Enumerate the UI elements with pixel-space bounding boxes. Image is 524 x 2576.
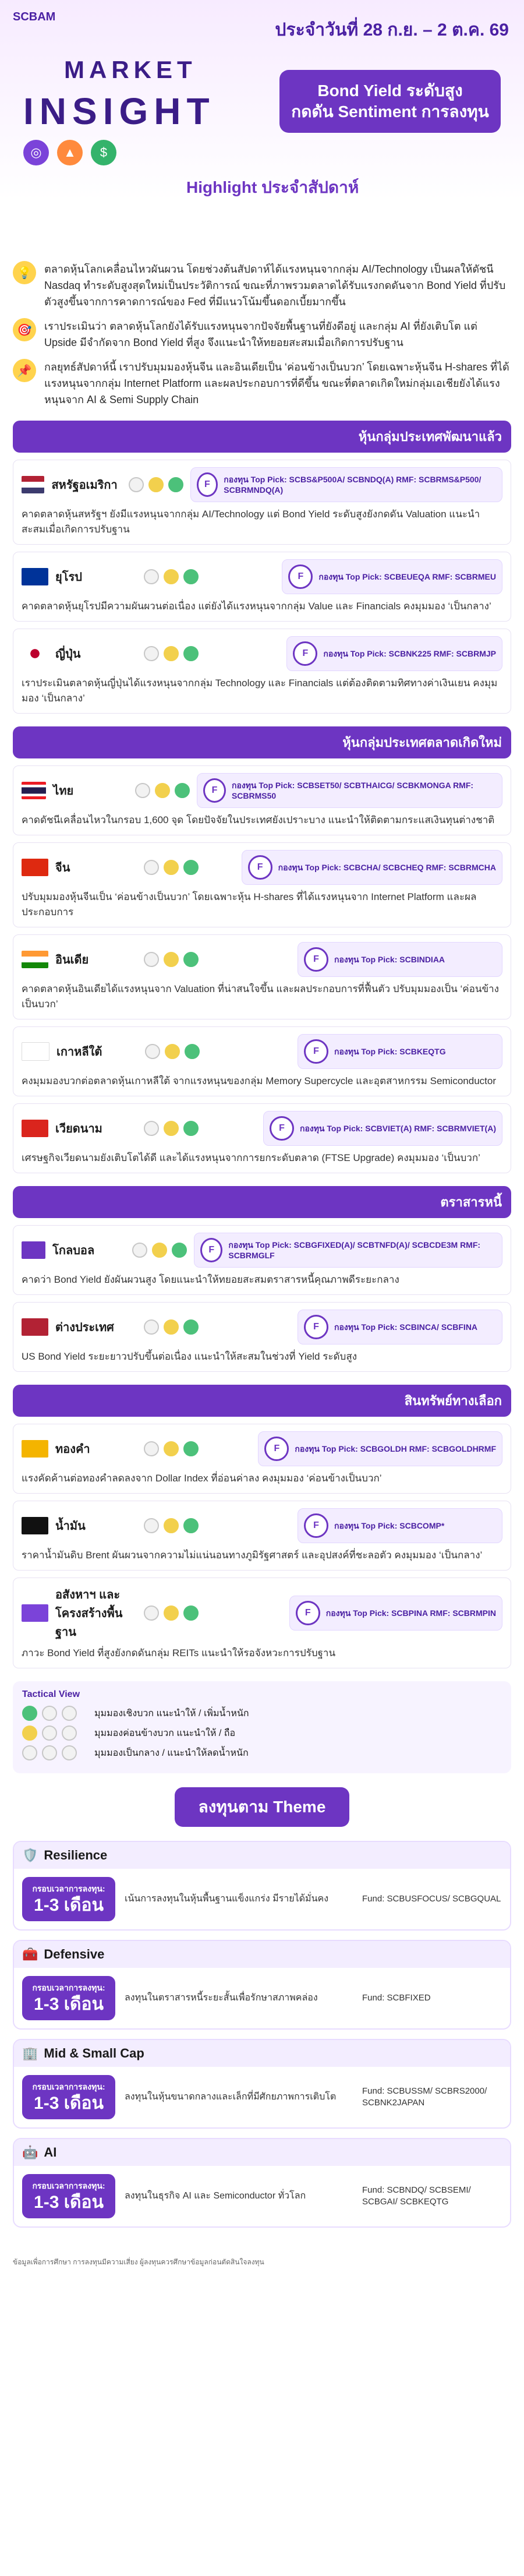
signal-light-off <box>42 1745 57 1760</box>
signal-light-off <box>144 1605 159 1621</box>
market-name: ทองคำ <box>55 1443 90 1456</box>
building-icon <box>22 1604 48 1622</box>
usa-bond-icon <box>22 1318 48 1336</box>
fund-text: กองทุน Top Pick: SCBVIET(A) RMF: SCBRMVIET(A) <box>299 1124 496 1133</box>
period-box <box>22 2075 115 2119</box>
hero <box>0 0 524 250</box>
market-name: โกลบอล <box>52 1244 95 1257</box>
signal-light-on <box>183 952 199 967</box>
signal-light-off <box>22 1745 37 1760</box>
signal-light-off <box>62 1706 77 1721</box>
highlight-item <box>13 359 511 408</box>
signal-light-mid <box>164 1121 179 1136</box>
gold-icon <box>22 1440 48 1458</box>
market-card-gold <box>13 1424 511 1494</box>
theme-desc: เน้นการลงทุนในหุ้นพื้นฐานแข็งแกร่ง มีรายได้มั่นคง <box>125 1894 329 1904</box>
period-box <box>22 1877 115 1921</box>
market-card-thailand <box>13 765 511 835</box>
market-card-usa <box>13 460 511 545</box>
theme-fund: Fund: SCBUSFOCUS/ SCBGQUAL <box>362 1894 501 1904</box>
signal-light-on <box>22 1706 37 1721</box>
signal-lights <box>144 646 199 661</box>
legend-row <box>22 1745 502 1760</box>
signal-light-on <box>183 1605 199 1621</box>
fund-box <box>289 1596 502 1631</box>
oil-icon <box>22 1517 48 1534</box>
signal-light-off <box>42 1725 57 1741</box>
market-name: ต่างประเทศ <box>55 1321 114 1334</box>
strategy-icon: 📌 <box>13 359 36 382</box>
signal-light-off <box>144 952 159 967</box>
fund-icon: F <box>288 564 313 589</box>
signal-light-off <box>144 1121 159 1136</box>
signal-light-off <box>62 1745 77 1760</box>
signal-light-mid <box>164 1319 179 1335</box>
signal-lights <box>144 569 199 584</box>
fund-icon: F <box>197 472 218 497</box>
fund-text: กองทุน Top Pick: SCBCOMP* <box>334 1521 445 1530</box>
highlight-title: Highlight ประจำสัปดาห์ <box>186 178 359 196</box>
fund-box <box>258 1431 502 1466</box>
fund-box <box>282 559 502 594</box>
market-card-oil <box>13 1501 511 1571</box>
date-range: ประจำวันที่ 28 ก.ย. – 2 ต.ค. 69 <box>275 20 509 40</box>
section-developed: หุ้นกลุ่มประเทศพัฒนาแล้ว <box>13 421 511 453</box>
signal-light-mid <box>164 646 179 661</box>
theme-header: ลงทุนตาม Theme <box>175 1787 349 1827</box>
footer: ข้อมูลเพื่อการศึกษา การลงทุนมีความเสี่ยง ผู้ลงทุนควรศึกษาข้อมูลก่อนตัดสินใจลงทุน <box>13 2258 264 2266</box>
fund-icon: F <box>296 1601 320 1625</box>
legend-row <box>22 1706 502 1721</box>
brand-logo: SCBAM <box>13 10 56 23</box>
fund-text: กองทุน Top Pick: SCBCHA/ SCBCHEQ RMF: SCBRMCHA <box>278 863 496 872</box>
fund-icon: F <box>293 641 317 666</box>
signal-light-off <box>144 646 159 661</box>
signal-light-on <box>183 1441 199 1456</box>
section-emerging: หุ้นกลุ่มประเทศตลาดเกิดใหม่ <box>13 726 511 758</box>
market-body: คาดตลาดหุ้นสหรัฐฯ ยังมีแรงหนุนจากกลุ่ม AI/Technology แต่ Bond Yield ระดับสูงยังกดดัน Valuation แนะนำสะสมเมื่อเกิดการปรับฐาน <box>22 509 480 535</box>
chart-icon: ▲ <box>57 140 83 165</box>
market-card-china <box>13 842 511 927</box>
signal-light-on <box>183 1518 199 1533</box>
market-name: สหรัฐอเมริกา <box>51 479 118 492</box>
highlight-item <box>13 318 511 351</box>
theme-name: Resilience <box>44 1848 108 1862</box>
signal-light-mid <box>22 1725 37 1741</box>
market-name: เกาหลีใต้ <box>56 1046 102 1058</box>
fund-text: กองทุน Top Pick: SCBINDIAA <box>334 955 445 964</box>
fund-box <box>298 1310 502 1345</box>
signal-light-on <box>183 1319 199 1335</box>
fund-box <box>194 1233 502 1268</box>
market-body: ภาวะ Bond Yield ที่สูงยังกดดันกลุ่ม REITs แนะนำให้รอจังหวะการปรับฐาน <box>22 1647 336 1658</box>
market-body: US Bond Yield ระยะยาวปรับขึ้นต่อเนื่อง แนะนำให้สะสมในช่วงที่ Yield ระดับสูง <box>22 1351 357 1362</box>
period-label: กรอบเวลาการลงทุน: <box>32 1884 105 1893</box>
fund-text: กองทุน Top Pick: SCBGOLDH RMF: SCBGOLDHRMF <box>295 1444 496 1453</box>
shield-icon: 🛡️ <box>22 1848 38 1862</box>
india-flag-icon <box>22 951 48 968</box>
signal-light-off <box>144 1319 159 1335</box>
period-value: 1-3 เดือน <box>34 2094 104 2113</box>
fund-box <box>190 467 502 502</box>
signal-light-off <box>145 1044 160 1059</box>
signal-light-mid <box>148 477 164 492</box>
signal-light-mid <box>165 1044 180 1059</box>
theme-title <box>14 1842 510 1869</box>
highlight-text: เราประเมินว่า ตลาดหุ้นโลกยังได้รับแรงหนุนจากปัจจัยพื้นฐานที่ยังดีอยู่ และกลุ่ม AI ที่ยังเติบโต แต่ Upside มีจำกัดจาก Bond Yield ที่สูง จึงแนะนำให้ทยอยสะสมเมื่อเกิดการปรับฐาน <box>44 320 477 348</box>
market-body: คาดว่า Bond Yield ยังผันผวนสูง โดยแนะนำให้ทยอยสะสมตราสารหนี้คุณภาพดีระยะกลาง <box>22 1274 399 1285</box>
period-value: 1-3 เดือน <box>34 1995 104 2014</box>
fund-text: กองทุน Top Pick: SCBS&P500A/ SCBNDQ(A) RMF: SCBRMS&P500/ SCBRMNDQ(A) <box>224 475 481 495</box>
period-label: กรอบเวลาการลงทุน: <box>32 2181 105 2190</box>
building-icon: 🏢 <box>22 2046 38 2060</box>
signal-light-mid <box>152 1243 167 1258</box>
fund-box <box>242 850 502 885</box>
signal-light-on <box>183 646 199 661</box>
fund-icon: F <box>203 778 226 803</box>
legend-label: มุมมองเชิงบวก แนะนำให้ / เพิ่มน้ำหนัก <box>94 1708 249 1718</box>
fund-box <box>286 636 502 671</box>
theme-card-mid-small-cap <box>13 2039 511 2129</box>
signal-light-on <box>172 1243 187 1258</box>
signal-light-mid <box>164 952 179 967</box>
signal-light-on <box>168 477 183 492</box>
market-name: อสังหาฯ และโครงสร้างพื้นฐาน <box>55 1589 123 1639</box>
thailand-flag-icon <box>22 782 46 799</box>
signal-lights <box>144 1121 199 1136</box>
market-body: คงมุมมองบวกต่อตลาดหุ้นเกาหลีใต้ จากแรงหนุนของกลุ่ม Memory Supercycle และอุตสาหกรรม Semiconductor <box>22 1075 496 1086</box>
signal-lights <box>145 1044 200 1059</box>
signal-lights <box>144 860 199 875</box>
fund-icon: F <box>304 1039 328 1064</box>
market-card-europe <box>13 552 511 622</box>
signal-lights <box>132 1243 187 1258</box>
section-fixed-income: ตราสารหนี้ <box>13 1186 511 1218</box>
fund-text: กองทุน Top Pick: SCBPINA RMF: SCBRMPIN <box>325 1608 496 1618</box>
fund-icon: F <box>270 1116 294 1141</box>
market-body: คาดดัชนีเคลื่อนไหวในกรอบ 1,600 จุด โดยปัจจัยในประเทศยังเปราะบาง แนะนำให้ติดตามกระแสเงินทุนต่างชาติ <box>22 814 495 825</box>
fund-text: กองทุน Top Pick: SCBSET50/ SCBTHAICG/ SCBKMONGA RMF: SCBRMS50 <box>231 781 474 800</box>
fund-text: กองทุน Top Pick: SCBGFIXED(A)/ SCBTNFD(A)/ SCBCDE3M RMF: SCBRMGLF <box>228 1240 481 1260</box>
signal-light-off <box>144 1518 159 1533</box>
legend-lights <box>22 1706 77 1721</box>
china-flag-icon <box>22 859 48 876</box>
signal-lights <box>144 1441 199 1456</box>
market-name: อินเดีย <box>55 954 89 966</box>
market-body: ปรับมุมมองหุ้นจีนเป็น ‘ค่อนข้างเป็นบวก’ โดยเฉพาะหุ้น H-shares ที่ได้แรงหนุนจาก Internet Platform และผลประกอบการ <box>22 891 477 918</box>
theme-title <box>14 2040 510 2067</box>
fund-icon: F <box>304 1315 328 1339</box>
market-name: จีน <box>55 862 70 874</box>
globe-icon: ◎ <box>23 140 49 165</box>
highlight-text: กลยุทธ์สัปดาห์นี้ เราปรับมุมมองหุ้นจีน และอินเดียเป็น ‘ค่อนข้างเป็นบวก’ โดยเฉพาะหุ้นจีน H-shares ที่ได้แรงหนุนจากกลุ่ม Internet Platform และผลประกอบการที่ดีขึ้น ขณะที่ตลาดเกิดใหม่กลุ่มเอเชียยังได้แรงหนุนจาก AI & Semi Supply Chain <box>44 361 509 405</box>
signal-lights <box>129 477 183 492</box>
theme-name: Mid & Small Cap <box>44 2046 144 2060</box>
legend-label: มุมมองค่อนข้างบวก แนะนำให้ / ถือ <box>94 1728 236 1738</box>
hero-badge <box>279 70 501 133</box>
market-body: เราประเมินตลาดหุ้นญี่ปุ่นได้แรงหนุนจากกลุ่ม Technology และ Financials แต่ต้องติดตามทิศทางค่าเงินเยน คงมุมมอง ‘เป็นกลาง’ <box>22 677 498 704</box>
legend-title: Tactical View <box>22 1689 80 1699</box>
signal-lights <box>144 1605 199 1621</box>
fund-text: กองทุน Top Pick: SCBINCA/ SCBFINA <box>334 1322 478 1332</box>
fund-box <box>263 1111 502 1146</box>
market-name: ญี่ปุ่น <box>55 648 81 661</box>
theme-fund: Fund: SCBUSSM/ SCBRS2000/ SCBNK2JAPAN <box>362 2086 487 2108</box>
market-card-reit <box>13 1578 511 1668</box>
signal-light-off <box>62 1725 77 1741</box>
fund-box <box>298 1508 502 1543</box>
theme-title <box>14 2139 510 2166</box>
signal-light-on <box>183 860 199 875</box>
hero-badge-line1: Bond Yield ระดับสูง <box>317 82 463 100</box>
hero-title-insight: INSIGHT <box>23 90 215 132</box>
signal-light-mid <box>164 860 179 875</box>
market-card-vietnam <box>13 1103 511 1173</box>
fund-icon: F <box>264 1437 289 1461</box>
market-body: คาดตลาดหุ้นอินเดียได้แรงหนุนจาก Valuation ที่น่าสนใจขึ้น และผลประกอบการที่ฟื้นตัว ปรับมุมมองเป็น ‘ค่อนข้างเป็นบวก’ <box>22 983 499 1010</box>
fund-icon: F <box>248 855 272 880</box>
signal-lights <box>144 1518 199 1533</box>
period-value: 1-3 เดือน <box>34 2193 104 2212</box>
period-label: กรอบเวลาการลงทุน: <box>32 1983 105 1992</box>
signal-light-mid <box>164 1518 179 1533</box>
signal-light-off <box>129 477 144 492</box>
hero-icons <box>23 140 116 165</box>
usa-flag-icon <box>22 476 44 493</box>
signal-lights <box>144 952 199 967</box>
defensive-icon: 🧰 <box>22 1947 38 1961</box>
fund-text: กองทุน Top Pick: SCBKEQTG <box>334 1047 446 1056</box>
vietnam-flag-icon <box>22 1120 48 1137</box>
legend-lights <box>22 1745 77 1760</box>
highlight-item <box>13 261 511 310</box>
legend-label: มุมมองเป็นกลาง / แนะนำให้ลดน้ำหนัก <box>94 1748 249 1758</box>
signal-light-off <box>144 860 159 875</box>
bulb-icon: 💡 <box>13 261 36 284</box>
japan-flag-icon <box>22 645 48 662</box>
legend-lights <box>22 1725 77 1741</box>
fund-icon: F <box>304 1513 328 1538</box>
theme-desc: ลงทุนในหุ้นขนาดกลางและเล็กที่มีศักยภาพการเติบโต <box>125 2092 337 2102</box>
signal-light-on <box>183 569 199 584</box>
fund-box <box>197 773 502 808</box>
market-body: แรงคัดค้านต่อทองคำลดลงจาก Dollar Index ที่อ่อนค่าลง คงมุมมอง ‘ค่อนข้างเป็นบวก’ <box>22 1473 382 1484</box>
theme-name: Defensive <box>44 1947 105 1961</box>
tactical-legend <box>13 1681 511 1773</box>
theme-card-resilience <box>13 1841 511 1931</box>
market-card-india <box>13 934 511 1019</box>
signal-light-mid <box>164 569 179 584</box>
fund-text: กองทุน Top Pick: SCBEUEQA RMF: SCBRMEU <box>318 572 496 581</box>
ai-icon: 🤖 <box>22 2145 38 2159</box>
theme-fund: Fund: SCBNDQ/ SCBSEMI/ SCBGAI/ SCBKEQTG <box>362 2185 471 2207</box>
theme-name: AI <box>44 2145 57 2159</box>
eu-flag-icon <box>22 568 48 585</box>
signal-light-off <box>132 1243 147 1258</box>
theme-fund: Fund: SCBFIXED <box>362 1993 431 2003</box>
signal-light-on <box>183 1121 199 1136</box>
hero-title-market: MARKET <box>64 56 197 83</box>
signal-lights <box>135 783 190 798</box>
signal-light-off <box>144 1441 159 1456</box>
fund-box <box>298 942 502 977</box>
signal-lights <box>144 1319 199 1335</box>
fund-text: กองทุน Top Pick: SCBNK225 RMF: SCBRMJP <box>323 649 496 658</box>
signal-light-on <box>185 1044 200 1059</box>
theme-desc: ลงทุนในตราสารหนี้ระยะสั้นเพื่อรักษาสภาพคล่อง <box>125 1993 318 2003</box>
signal-light-off <box>42 1706 57 1721</box>
period-box <box>22 2174 115 2218</box>
section-alternatives: สินทรัพย์ทางเลือก <box>13 1385 511 1417</box>
signal-light-mid <box>164 1605 179 1621</box>
fund-box <box>298 1034 502 1069</box>
period-box <box>22 1976 115 2020</box>
legend-row <box>22 1725 502 1741</box>
signal-light-on <box>175 783 190 798</box>
korea-flag-icon <box>22 1042 49 1061</box>
period-label: กรอบเวลาการลงทุน: <box>32 2082 105 2091</box>
signal-light-off <box>135 783 150 798</box>
global-icon <box>22 1241 45 1259</box>
period-value: 1-3 เดือน <box>34 1896 104 1915</box>
market-card-japan <box>13 629 511 714</box>
market-name: ไทย <box>53 785 74 797</box>
market-card-foreign-bond <box>13 1302 511 1372</box>
target-icon: 🎯 <box>13 318 36 341</box>
market-body: ราคาน้ำมันดิบ Brent ผันผวนจากความไม่แน่นอนทางภูมิรัฐศาสตร์ และอุปสงค์ที่ชะลอตัว คงมุมมอง ‘เป็นกลาง’ <box>22 1550 483 1561</box>
theme-desc: ลงทุนในธุรกิจ AI และ Semiconductor ทั่วโลก <box>125 2191 306 2201</box>
theme-card-defensive <box>13 1940 511 2030</box>
money-icon: $ <box>91 140 116 165</box>
signal-light-mid <box>155 783 170 798</box>
market-card-korea <box>13 1026 511 1096</box>
market-body: คาดตลาดหุ้นยุโรปมีความผันผวนต่อเนื่อง แต่ยังได้แรงหนุนจากกลุ่ม Value และ Financials คงมุมมอง ‘เป็นกลาง’ <box>22 601 491 612</box>
fund-icon: F <box>200 1238 222 1262</box>
signal-light-mid <box>164 1441 179 1456</box>
theme-card-ai <box>13 2138 511 2228</box>
market-body: เศรษฐกิจเวียดนามยังเติบโตได้ดี และได้แรงหนุนจากการยกระดับตลาด (FTSE Upgrade) คงมุมมอง ‘เป็นบวก’ <box>22 1152 480 1163</box>
signal-light-off <box>144 569 159 584</box>
market-name: ยุโรป <box>55 571 82 584</box>
theme-title <box>14 1941 510 1968</box>
highlight-text: ตลาดหุ้นโลกเคลื่อนไหวผันผวน โดยช่วงต้นสัปดาห์ได้แรงหนุนจากกลุ่ม AI/Technology เป็นผลให้ดัชนี Nasdaq ทำระดับสูงสุดใหม่เป็นประวัติการณ์ ขณะที่ภาพรวมตลาดได้รับแรงกดดันจาก Bond Yield ที่ปรับตัวสูงขึ้นจากการคาดการณ์ของ Fed ที่มีแนวโน้มขึ้นดอกเบี้ยมากขึ้น <box>44 263 506 308</box>
market-name: น้ำมัน <box>55 1520 86 1533</box>
market-card-global-bond <box>13 1225 511 1295</box>
hero-badge-line2: กดดัน Sentiment การลงทุน <box>291 103 489 121</box>
market-name: เวียดนาม <box>55 1123 102 1135</box>
fund-icon: F <box>304 947 328 972</box>
highlights-section <box>0 250 524 2247</box>
